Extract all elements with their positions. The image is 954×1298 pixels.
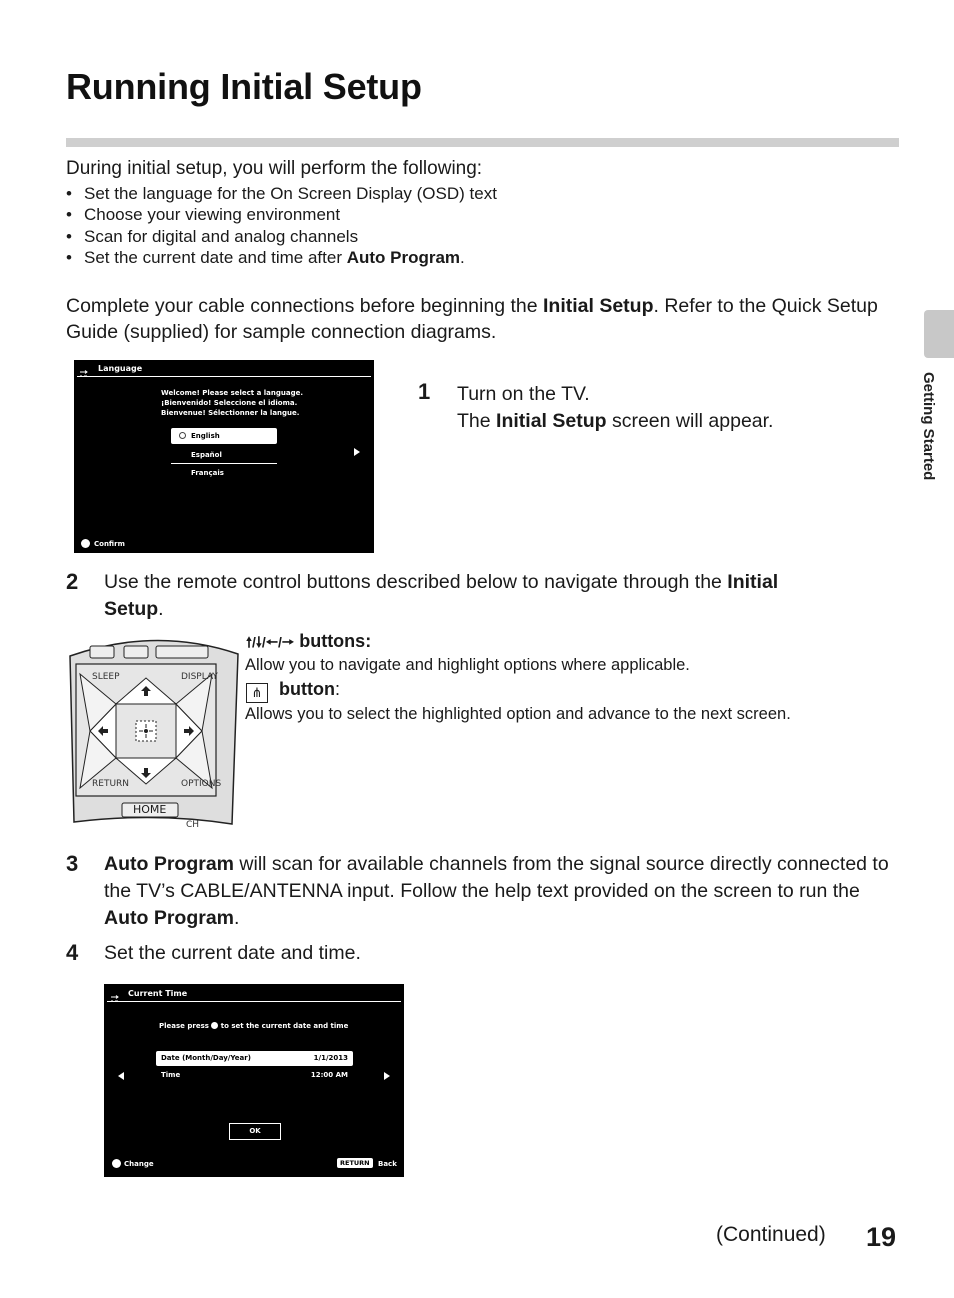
continued-label: (Continued) xyxy=(716,1223,826,1246)
screen-title: Language xyxy=(98,364,143,373)
arrow-keys-icon: 🠕/🠗/🠔/🠖 xyxy=(246,634,295,650)
step-4-text: Set the current date and time. xyxy=(104,942,361,964)
step-number: 4 xyxy=(66,940,79,965)
title-rule xyxy=(66,138,899,147)
settings-icon xyxy=(79,364,89,373)
time-row[interactable]: Time 12:00 AM xyxy=(161,1071,348,1079)
options-label: OPTIONS xyxy=(181,779,222,789)
language-screen xyxy=(74,360,374,553)
side-tab xyxy=(924,310,954,358)
ok-button[interactable]: OK xyxy=(229,1123,281,1140)
language-option-espanol[interactable]: Español xyxy=(191,451,222,459)
home-label: HOME xyxy=(133,803,167,816)
language-option-francais[interactable]: Français xyxy=(191,469,224,477)
enter-key-icon: ⋔ xyxy=(246,683,268,703)
step-number: 1 xyxy=(418,379,431,404)
arrow-buttons-heading: 🠕/🠗/🠔/🠖 buttons: xyxy=(246,631,372,651)
language-option-english[interactable]: English xyxy=(171,428,277,444)
arrow-buttons-desc: Allow you to navigate and highlight options where applicable. xyxy=(245,656,690,674)
step-3-text: Auto Program will scan for available channels from the signal source directly connected to the TV’s CABLE/ANTENNA input. Follow the help text provided on the screen to run the Auto Program. xyxy=(104,853,889,929)
current-time-screen xyxy=(104,984,404,1177)
task-list xyxy=(66,183,497,268)
change-hint: Change xyxy=(124,1160,154,1168)
arrow-right-icon xyxy=(354,448,360,456)
list-item: • Set the current date and time after Auto Program. xyxy=(66,247,497,268)
welcome-text: Welcome! Please select a language. ¡Bienvenido! Seleccione el idioma. Bienvenue! Sélectionner la langue. xyxy=(161,389,303,417)
arrow-left-icon xyxy=(118,1072,124,1080)
display-label: DISPLAY xyxy=(181,672,218,682)
prompt-text: Please press to set the current date and time xyxy=(159,1022,349,1030)
enter-icon xyxy=(112,1159,121,1168)
list-item: • Scan for digital and analog channels xyxy=(66,226,497,247)
list-item: • Choose your viewing environment xyxy=(66,204,497,225)
return-button[interactable]: RETURN xyxy=(337,1158,373,1168)
enter-button-heading: ⋔ button: xyxy=(246,679,340,703)
step-2-text: Use the remote control buttons described below to navigate through the Initial Setup. xyxy=(104,571,779,620)
confirm-hint: Confirm xyxy=(94,540,125,548)
step-number: 3 xyxy=(66,851,79,876)
side-tab-label: Getting Started xyxy=(920,372,937,481)
screen-title: Current Time xyxy=(128,989,188,998)
date-row[interactable]: Date (Month/Day/Year) 1/1/2013 xyxy=(156,1051,353,1066)
connection-note: Complete your cable connections before beginning the Initial Setup. Refer to the Quick Setup Guide (supplied) for sample connection diagrams. xyxy=(66,295,878,343)
step-number: 2 xyxy=(66,569,79,594)
radio-icon xyxy=(179,432,186,439)
back-hint: Back xyxy=(378,1160,397,1168)
sleep-label: SLEEP xyxy=(92,672,120,682)
list-item: • Set the language for the On Screen Display (OSD) text xyxy=(66,183,497,204)
ch-label: CH xyxy=(186,820,200,830)
page-title: Running Initial Setup xyxy=(66,66,422,107)
intro-text: During initial setup, you will perform the following: xyxy=(66,158,483,179)
remote-illustration xyxy=(66,634,244,834)
enter-button-desc: Allows you to select the highlighted option and advance to the next screen. xyxy=(245,705,791,723)
arrow-right-icon xyxy=(384,1072,390,1080)
settings-icon xyxy=(110,989,120,998)
step-1-text: Turn on the TV. The Initial Setup screen will appear. xyxy=(457,383,774,432)
page-number: 19 xyxy=(866,1222,897,1252)
title-underline xyxy=(77,376,371,377)
return-label: RETURN xyxy=(92,779,130,789)
title-underline xyxy=(107,1001,401,1002)
option-divider xyxy=(171,463,277,464)
enter-icon xyxy=(81,539,90,548)
